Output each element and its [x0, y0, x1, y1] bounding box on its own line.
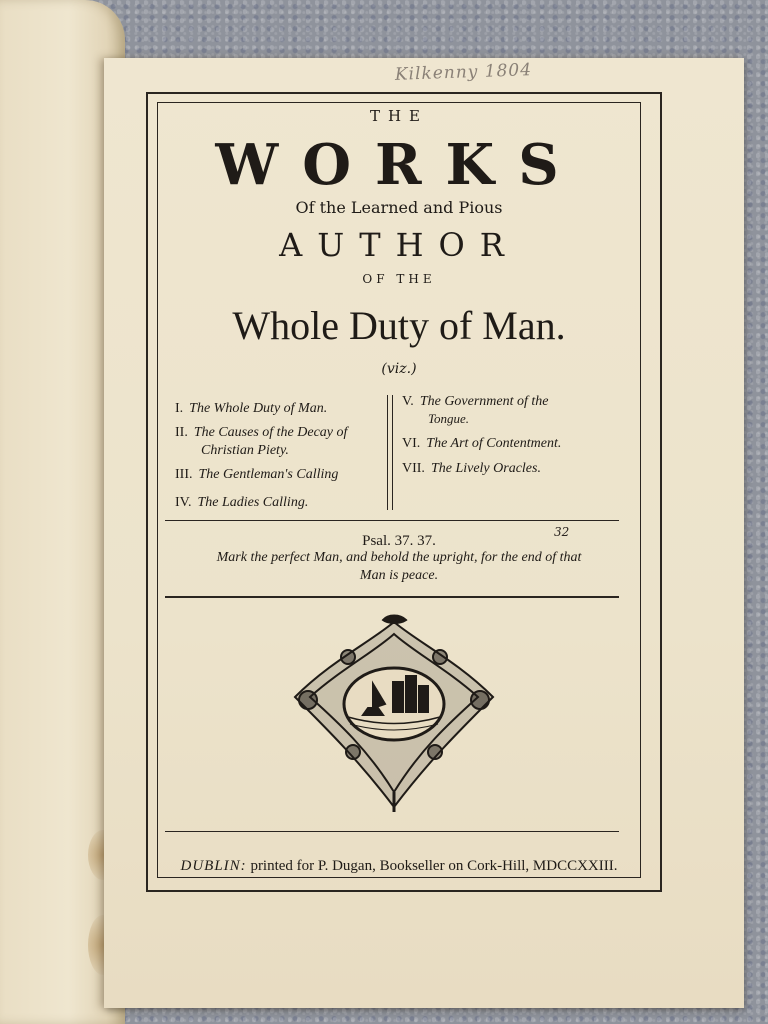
- handwritten-inscription: Kilkenny 1804: [394, 60, 533, 85]
- contents-item: VI. The Art of Contentment.: [402, 436, 562, 451]
- contents-item-cont: Tongue.: [428, 411, 470, 426]
- contents-item: III. The Gentleman's Calling: [175, 467, 339, 482]
- contents-item: II. The Causes of the Decay of: [175, 425, 348, 440]
- contents-left: [175, 397, 347, 515]
- title-whole-duty: Whole Duty of Man.: [232, 303, 566, 348]
- rule: [165, 520, 619, 521]
- imprint: DUBLIN: printed for P. Dugan, Bookseller on Cork-Hill, MDCCXXIII.: [180, 858, 618, 874]
- contents-item: I. The Whole Duty of Man.: [175, 401, 328, 416]
- psalm-handwritten-mark: 32: [554, 525, 570, 539]
- title-works: WORKS: [215, 132, 583, 198]
- contents-right: [402, 391, 561, 480]
- contents-item: IV. The Ladies Calling.: [175, 495, 309, 510]
- contents-item: V. The Government of the: [402, 394, 549, 409]
- printer-device-emblem: [288, 612, 500, 817]
- subtitle-learned-pious: Of the Learned and Pious: [295, 198, 503, 217]
- contents-item: VII. The Lively Oracles.: [402, 461, 541, 476]
- title-of-the: OF THE: [362, 272, 436, 286]
- rule: [165, 831, 619, 832]
- contents-divider: [387, 395, 393, 510]
- psalm-quote: Mark the perfect Man, and behold the upright, for the end of that Man is peace.: [216, 550, 582, 583]
- contents-item-cont: Christian Piety.: [201, 443, 289, 458]
- psalm-reference: Psal. 37. 37.: [362, 533, 436, 549]
- rule: [165, 596, 619, 598]
- title-the: THE: [369, 107, 429, 125]
- viz-label: (viz.): [381, 361, 417, 377]
- title-author: AUTHOR: [279, 226, 519, 264]
